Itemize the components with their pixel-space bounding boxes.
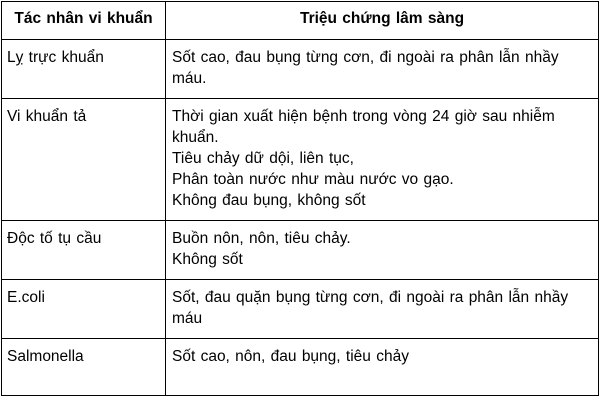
symptoms-cell [166,339,599,396]
agent-cell: Độc tố tụ cầu [2,221,166,280]
symptoms-cell [166,221,599,280]
symptom-line: Sốt, đau quặn bụng từng cơn, đi ngoài ra phân lẫn nhầy máu [172,289,569,327]
symptom-line: Sốt cao, nôn, đau bụng, tiêu chảy [172,348,409,365]
agent-cell: Vi khuẩn tả [2,99,166,221]
header-symptoms: Triệu chứng lâm sàng [166,2,599,40]
symptoms-cell [166,99,599,221]
agent-cell: Salmonella [2,339,166,396]
symptoms-cell [166,280,599,339]
symptom-line: Buồn nôn, nôn, tiêu chảy. [172,230,351,247]
symptom-line: Thời gian xuất hiện bệnh trong vòng 24 giờ sau nhiễm khuẩn. [172,108,555,146]
symptom-line: Không sốt [172,251,243,268]
table-row [2,339,599,396]
table-row [2,40,599,99]
bacteria-symptom-table [0,1,600,401]
table [1,1,599,396]
symptom-line: Phân toàn nước như màu nước vo gạo. [172,171,454,188]
table-row [2,221,599,280]
symptoms-cell [166,40,599,99]
table-row [2,280,599,339]
table-row [2,99,599,221]
symptom-line: Sốt cao, đau bụng từng cơn, đi ngoài ra phân lẫn nhầy máu. [172,49,559,87]
header-row [2,2,599,40]
header-agent: Tác nhân vi khuẩn [2,2,166,40]
symptom-line: Không đau bụng, không sốt [172,192,366,209]
symptom-line: Tiêu chảy dữ dội, liên tục, [172,150,354,167]
agent-cell: E.coli [2,280,166,339]
agent-cell: Lỵ trực khuẩn [2,40,166,99]
